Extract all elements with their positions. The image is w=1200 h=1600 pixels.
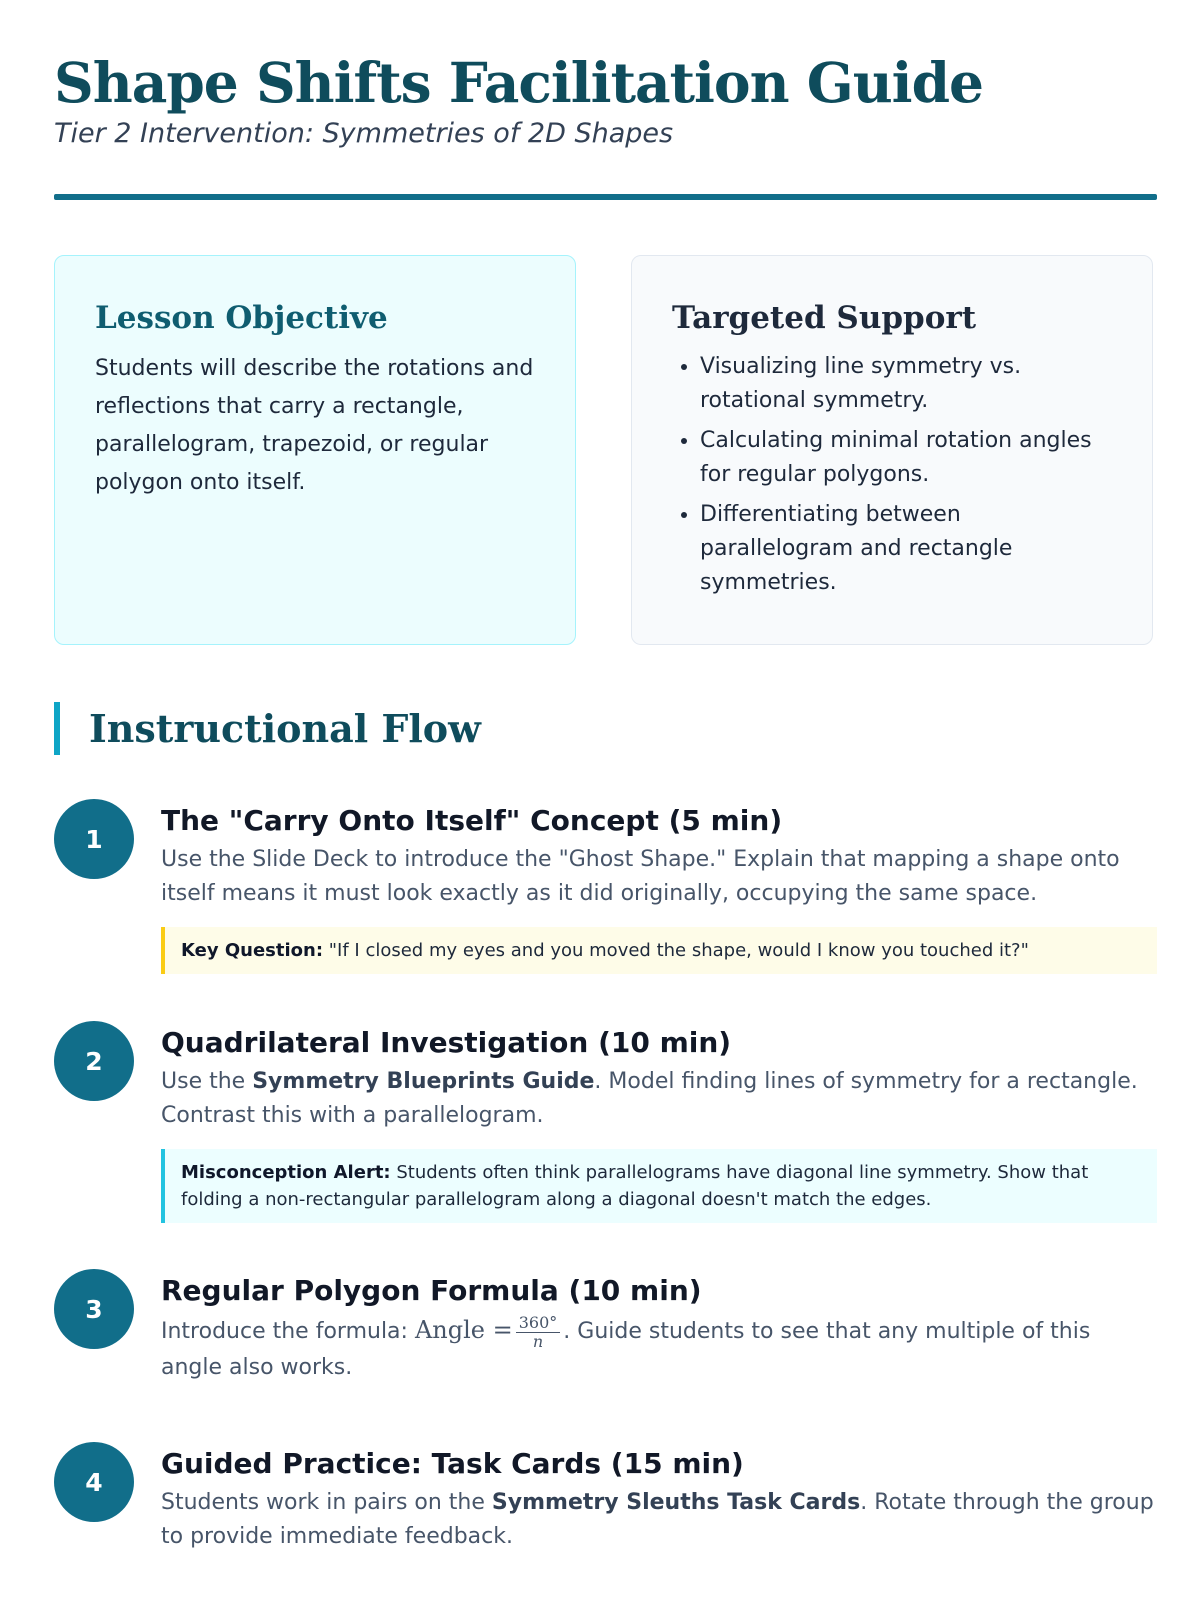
step-description (161, 1065, 1157, 1133)
step-body (161, 799, 1157, 974)
instructional-flow-heading-block (54, 702, 481, 755)
step-body (161, 1021, 1157, 1223)
callout-text: "If I closed my eyes and you moved the shape, would I know you touched it?" (328, 940, 1029, 961)
step-title: Regular Polygon Formula (10 min) (161, 1274, 702, 1307)
callout-label: Key Question: (181, 940, 324, 961)
callout-label: Misconception Alert: (181, 1162, 391, 1183)
step-number-badge: 3 (54, 1269, 134, 1349)
step-title: Guided Practice: Task Cards (15 min) (161, 1447, 744, 1480)
step-text-rest: . Model finding lines of symmetry for a rectangle. Contrast this with a parallelogram. (161, 1069, 1138, 1128)
step-text-lead: Introduce the formula: (161, 1319, 415, 1344)
formula-lhs: Angle = (414, 1316, 513, 1344)
resource-name: Symmetry Sleuths Task Cards (491, 1490, 861, 1515)
page-subtitle: Tier 2 Intervention: Symmetries of 2D Shapes (54, 118, 674, 149)
targeted-support-heading: Targeted Support (672, 300, 977, 336)
step-body (161, 1269, 1157, 1385)
header-divider (54, 194, 1157, 200)
support-list-item: • Differentiating between parallelogram and rectangle symmetries. (700, 498, 1112, 600)
formula-denominator: n (532, 1331, 544, 1351)
step-description: Use the Slide Deck to introduce the "Ghost Shape." Explain that mapping a shape onto itself means it must look exactly as it did originally, occupying the same space. (161, 847, 1120, 906)
targeted-support-list (672, 350, 1112, 600)
step-title: Quadrilateral Investigation (10 min) (161, 1026, 732, 1059)
formula-numerator: 360° (516, 1314, 561, 1333)
instructional-flow-heading: Instructional Flow (89, 706, 481, 751)
lesson-objective-heading: Lesson Objective (95, 300, 388, 336)
step-body (161, 1442, 1157, 1554)
step-description (161, 1486, 1157, 1554)
step-title: The "Carry Onto Itself" Concept (5 min) (161, 804, 783, 837)
page-title: Shape Shifts Facilitation Guide (54, 50, 984, 115)
support-list-item: • Calculating minimal rotation angles for regular polygons. (700, 424, 1112, 492)
support-list-item: • Visualizing line symmetry vs. rotational symmetry. (700, 350, 1112, 418)
key-question-callout (161, 927, 1157, 974)
step-description (161, 1313, 1157, 1385)
resource-name: Symmetry Blueprints Guide (252, 1069, 595, 1094)
lesson-objective-card (54, 255, 576, 645)
page-header (54, 50, 1157, 150)
step-text-rest: . Rotate through the group to provide immediate feedback. (161, 1490, 1154, 1549)
callout-text: Students often think parallelograms have diagonal line symmetry. Show that folding a non-rectangular parallelogram along a diagonal doesn't match the edges. (181, 1162, 1089, 1210)
step-number-badge: 2 (54, 1021, 134, 1101)
formula-fraction (516, 1314, 561, 1351)
step-number-badge: 4 (54, 1442, 134, 1522)
misconception-alert-callout (161, 1149, 1157, 1223)
lesson-objective-text: Students will describe the rotations and reflections that carry a rectangle, parallelogram, trapezoid, or regular polygon onto itself. (95, 356, 534, 496)
targeted-support-card (631, 255, 1153, 645)
step-text-lead: Students work in pairs on the (161, 1490, 492, 1515)
step-text-lead: Use the (161, 1069, 253, 1094)
step-text-rest: . Guide students to see that any multiple of this angle also works. (161, 1319, 1091, 1380)
step-number-badge: 1 (54, 799, 134, 879)
